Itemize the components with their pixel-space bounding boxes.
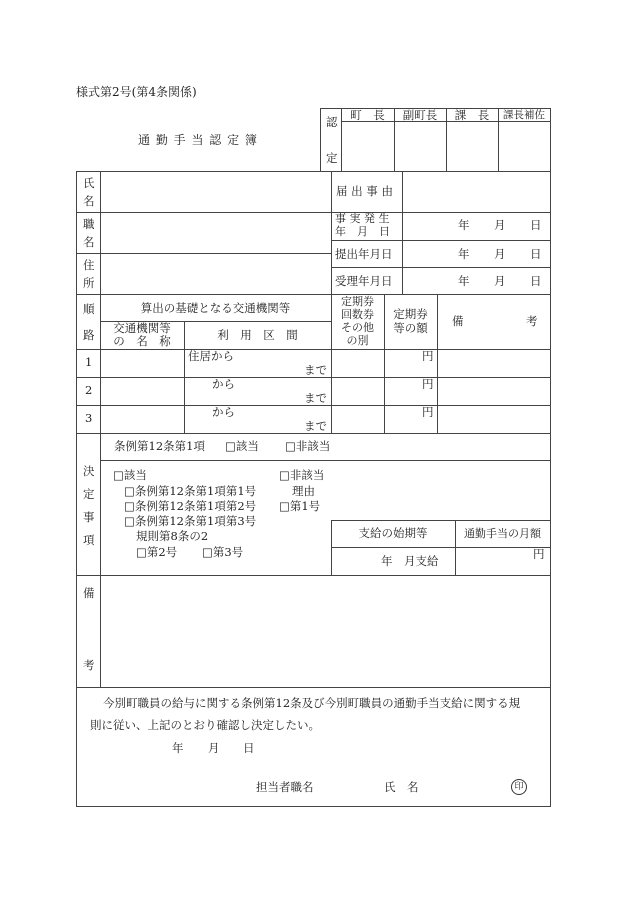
receive-date-year: 年 xyxy=(458,274,470,288)
officer-label: 担当者職名 xyxy=(256,780,314,794)
approval-col-section-chief: 課 長 xyxy=(454,108,490,122)
not-applicable-checkbox[interactable]: □非該当 xyxy=(285,439,331,453)
order-label-1: 順 xyxy=(83,302,95,316)
submit-date-label: 提出年月日 xyxy=(335,247,393,261)
remarks-label-2: 考 xyxy=(83,658,95,672)
fact-date-month: 月 xyxy=(494,218,506,232)
officer-name-label: 氏 名 xyxy=(384,780,419,794)
amount-unit: 円 xyxy=(422,405,434,419)
fact-date-label-2: 年 月 日 xyxy=(335,225,390,238)
decision-item-3[interactable]: □条例第12条第1項第3号 xyxy=(124,514,257,528)
decision-label-4: 項 xyxy=(83,533,95,547)
statement-line-2: 則に従い、上記のとおり確認し決定したい。 xyxy=(90,718,320,732)
form-title: 通 勤 手 当 認 定 簿 xyxy=(138,133,258,147)
route-to: まで xyxy=(304,419,327,433)
receive-date-day: 日 xyxy=(530,274,542,288)
decision-not-applicable[interactable]: □非該当 xyxy=(279,468,325,482)
decision-rule: 規則第8条の2 xyxy=(136,529,209,543)
row-number: 2 xyxy=(85,383,93,397)
monthly-header: 通勤手当の月額 xyxy=(464,527,541,540)
amount-unit: 円 xyxy=(422,377,434,391)
start-header: 支給の始期等 xyxy=(358,526,428,540)
decision-applicable[interactable]: □該当 xyxy=(113,468,147,482)
name-header-1: 交通機関等 xyxy=(113,321,171,335)
row-number: 1 xyxy=(85,355,93,369)
applicable-checkbox[interactable]: □該当 xyxy=(225,439,259,453)
decision-item-2[interactable]: □条例第12条第1項第2号 xyxy=(124,499,257,513)
row-number: 3 xyxy=(85,411,93,425)
amount-unit: 円 xyxy=(422,349,434,363)
start-value: 年 月支給 xyxy=(381,554,439,568)
basis-header: 算出の基礎となる交通機関等 xyxy=(140,301,291,315)
route-to: まで xyxy=(304,363,327,377)
address-label-1: 住 xyxy=(83,258,95,272)
position-label-2: 名 xyxy=(83,235,95,249)
decision-reason: 理由 xyxy=(292,484,315,498)
approval-label-bottom: 定 xyxy=(326,151,338,165)
approval-col-deputy-mayor: 副町長 xyxy=(402,108,438,122)
route-from: から xyxy=(212,405,235,419)
submit-date-year: 年 xyxy=(458,247,470,261)
address-label-2: 所 xyxy=(83,276,95,290)
amount-header-1: 定期券 xyxy=(393,307,428,321)
route-from: から xyxy=(212,377,235,391)
receive-date-month: 月 xyxy=(494,274,506,288)
remarks-header-2: 考 xyxy=(526,314,538,328)
ticket-header-1: 定期券 xyxy=(341,295,374,308)
sign-date-month: 月 xyxy=(208,741,220,755)
route-header: 利 用 区 間 xyxy=(217,328,298,342)
decision-item-1[interactable]: □条例第12条第1項第1号 xyxy=(124,484,257,498)
sign-date-day: 日 xyxy=(243,741,255,755)
receive-date-label: 受理年月日 xyxy=(335,274,393,288)
route-to: まで xyxy=(304,391,327,405)
decision-item-no3[interactable]: □第3号 xyxy=(202,545,244,559)
route-from: 住居から xyxy=(188,349,234,363)
fact-date-label-1: 事 実 発 生 xyxy=(335,212,390,225)
name-label-1: 氏 xyxy=(83,176,95,190)
decision-reason-no1[interactable]: □第1号 xyxy=(279,499,321,513)
position-label-1: 職 xyxy=(83,217,95,231)
name-header-2: の 名 称 xyxy=(113,334,171,348)
remarks-label-1: 備 xyxy=(83,586,95,600)
submit-date-month: 月 xyxy=(494,247,506,261)
statement-line-1: 今別町職員の給与に関する条例第12条及び今別町職員の通勤手当支給に関する規 xyxy=(103,696,521,710)
approval-label-top: 認 xyxy=(326,115,338,129)
ticket-header-3: その他 xyxy=(341,321,374,334)
submit-date-day: 日 xyxy=(530,247,542,261)
order-label-2: 路 xyxy=(83,328,95,342)
decision-label-1: 決 xyxy=(83,464,95,478)
fact-date-day: 日 xyxy=(530,218,542,232)
decision-label-2: 定 xyxy=(83,487,95,501)
ticket-header-2: 回数券 xyxy=(341,308,374,321)
approval-col-mayor: 町 長 xyxy=(350,108,385,122)
approval-col-assistant-chief: 課長補佐 xyxy=(503,109,545,121)
monthly-unit: 円 xyxy=(533,547,545,561)
ticket-header-4: の別 xyxy=(346,334,369,347)
remarks-header-1: 備 xyxy=(452,314,464,328)
amount-header-2: 等の額 xyxy=(393,321,428,335)
form-number: 様式第2号(第4条関係) xyxy=(76,85,197,99)
sign-date-year: 年 xyxy=(172,741,184,755)
name-label-2: 名 xyxy=(83,194,95,208)
seal-mark: 印 xyxy=(511,779,527,795)
rule-line: 条例第12条第1項 xyxy=(114,439,205,453)
decision-item-no2[interactable]: □第2号 xyxy=(136,545,178,559)
notification-reason-label: 届 出 事 由 xyxy=(336,184,393,198)
decision-label-3: 事 xyxy=(83,510,95,524)
fact-date-year: 年 xyxy=(458,218,470,232)
